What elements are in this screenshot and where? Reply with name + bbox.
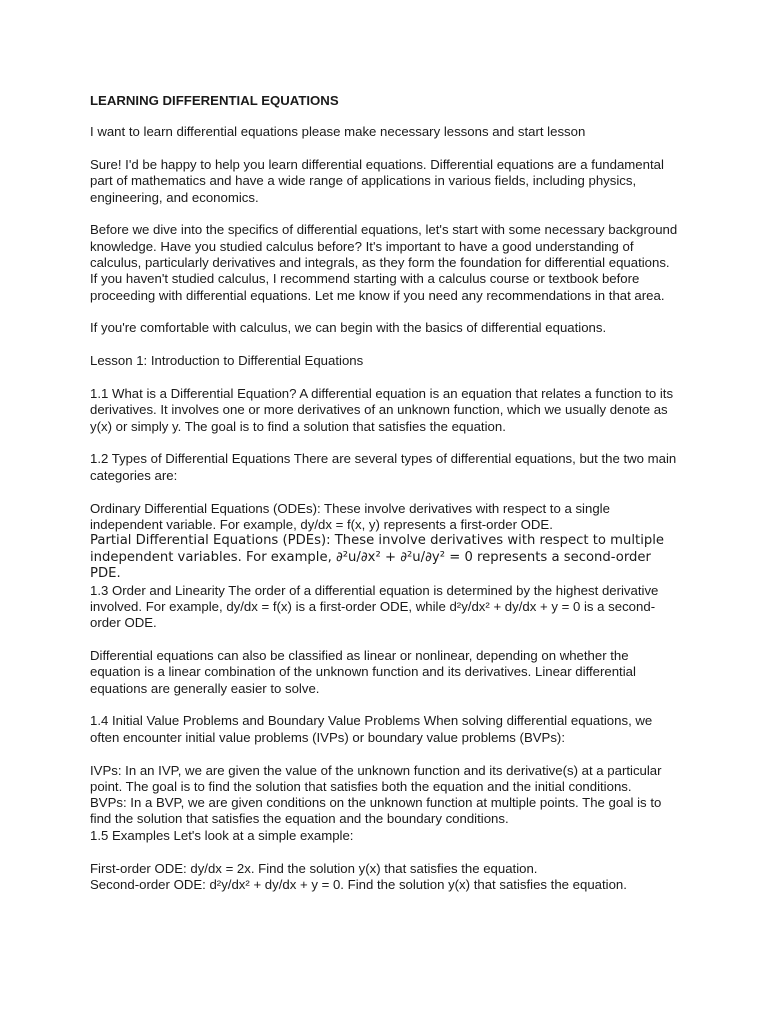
- background-paragraph: Before we dive into the specifics of differential equations, let's start with some necessary background knowledge. Have you studied calculus before? It's important to have a good understanding of calculus, particularly derivatives and integrals, as they form the foundation for differential equations. If you haven't studied calculus, I recommend starting with a calculus course or textbook before proceeding with differential equations. Let me know if you need any recommendations in that area.: [90, 222, 678, 303]
- section-1-1: 1.1 What is a Differential Equation? A differential equation is an equation that relates a function to its derivatives. It involves one or more derivatives of an unknown function, which we usually denote as y(x) or simply y. The goal is to find a solution that satisfies the equation.: [90, 386, 674, 434]
- document-title: LEARNING DIFFERENTIAL EQUATIONS: [90, 93, 339, 108]
- pdes-paragraph: Partial Differential Equations (PDEs): These involve derivatives with respect to multiple independent variables. For example, ∂²u/∂x² + ∂²u/∂y² = 0 represents a second-order PDE.: [90, 533, 665, 582]
- bvps-paragraph: BVPs: In a BVP, we are given conditions on the unknown function at multiple points. The goal is to find the solution that satisfies the equation and the boundary conditions.: [90, 795, 662, 827]
- example-second-order: Second-order ODE: d²y/dx² + dy/dx + y = 0. Find the solution y(x) that satisfies the equation.: [90, 876, 627, 892]
- linearity-paragraph: Differential equations can also be classified as linear or nonlinear, depending on whether the equation is a linear combination of the unknown function and its derivatives. Linear differential equations are generally easier to solve.: [90, 648, 636, 696]
- comfortable-paragraph: If you're comfortable with calculus, we can begin with the basics of differential equations.: [90, 320, 607, 336]
- user-prompt: I want to learn differential equations please make necessary lessons and start lesson: [90, 124, 586, 140]
- section-1-5: 1.5 Examples Let's look at a simple example:: [90, 827, 354, 843]
- section-1-4: 1.4 Initial Value Problems and Boundary Value Problems When solving differential equations, we often encounter initial value problems (IVPs) or boundary value problems (BVPs):: [90, 713, 653, 745]
- ivps-paragraph: IVPs: In an IVP, we are given the value of the unknown function and its derivative(s) at a particular point. The goal is to find the solution that satisfies both the equation and the initial conditions.: [90, 762, 662, 794]
- lesson-title: Lesson 1: Introduction to Differential Equations: [90, 353, 364, 369]
- intro-paragraph: Sure! I'd be happy to help you learn differential equations. Differential equations are a fundamental part of mathematics and have a wide range of applications in various fields, including physics, engineering, and economics.: [90, 157, 664, 205]
- odes-paragraph: Ordinary Differential Equations (ODEs): These involve derivatives with respect to a single independent variable. For example, dy/dx = f(x, y) represents a first-order ODE.: [90, 500, 610, 532]
- document-page: [90, 93, 680, 893]
- section-1-3: 1.3 Order and Linearity The order of a differential equation is determined by the highest derivative involved. For example, dy/dx = f(x) is a first-order ODE, while d²y/dx² + dy/dx + y = 0 is a second-order ODE.: [90, 582, 659, 631]
- section-1-2: 1.2 Types of Differential Equations There are several types of differential equations, but the two main categories are:: [90, 451, 677, 483]
- example-first-order: First-order ODE: dy/dx = 2x. Find the solution y(x) that satisfies the equation.: [90, 860, 538, 876]
